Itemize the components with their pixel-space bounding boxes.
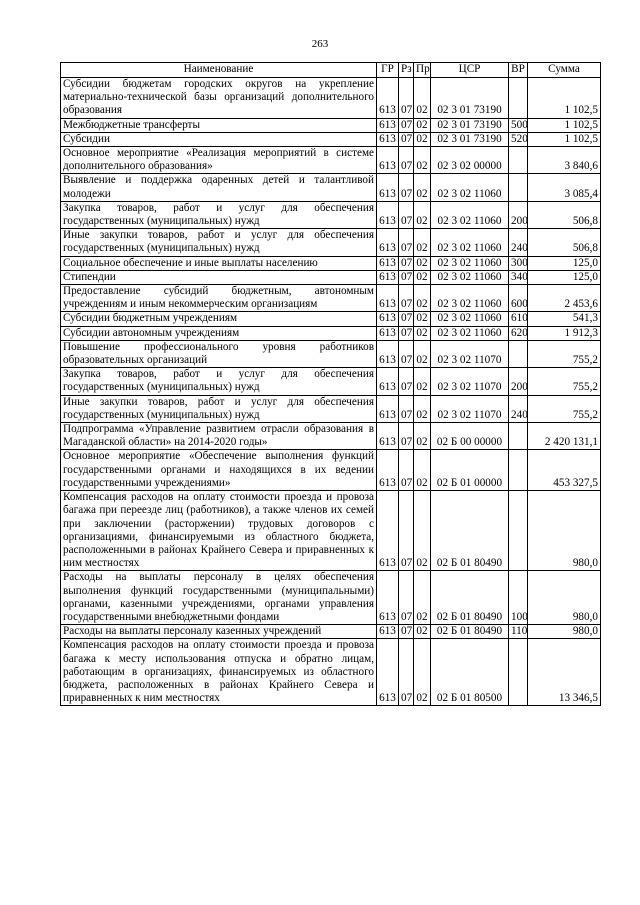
row-sum: 3 085,4 <box>528 174 601 201</box>
row-vr: 100 <box>509 571 528 625</box>
row-rz: 07 <box>399 491 414 571</box>
row-sum: 1 912,3 <box>528 326 601 340</box>
row-name: Основное мероприятие «Реализация мероприятий в системе дополнительного образования» <box>61 147 377 174</box>
row-vr <box>509 639 528 706</box>
row-rz: 07 <box>399 147 414 174</box>
row-csr: 02 3 02 11070 <box>431 368 509 395</box>
row-rz: 07 <box>399 174 414 201</box>
row-name: Расходы на выплаты персоналу казенных учреждений <box>61 625 377 639</box>
row-rz: 07 <box>399 625 414 639</box>
row-gr: 613 <box>377 625 399 639</box>
header-csr: ЦСР <box>431 63 509 78</box>
row-rz: 07 <box>399 256 414 270</box>
row-csr: 02 3 02 11060 <box>431 229 509 256</box>
row-vr: 520 <box>509 132 528 146</box>
row-vr <box>509 450 528 491</box>
row-vr: 200 <box>509 201 528 228</box>
header-sum: Сумма <box>528 63 601 78</box>
row-gr: 613 <box>377 450 399 491</box>
row-gr: 613 <box>377 132 399 146</box>
row-rz: 07 <box>399 395 414 422</box>
row-csr: 02 3 02 11070 <box>431 395 509 422</box>
row-name: Социальное обеспечение и иные выплаты населению <box>61 256 377 270</box>
row-name: Компенсация расходов на оплату стоимости проезда и провоза багажа к месту использования отпуска и обратно лицам, работающим в организациях, финансируемых из областного бюджета, расположенных в районах Крайнего Севера и приравненных к ним местностях <box>61 639 377 706</box>
row-csr: 02 3 02 11060 <box>431 270 509 284</box>
row-gr: 613 <box>377 256 399 270</box>
row-pr: 02 <box>414 132 431 146</box>
row-name: Закупка товаров, работ и услуг для обеспечения государственных (муниципальных) нужд <box>61 201 377 228</box>
row-gr: 613 <box>377 326 399 340</box>
row-rz: 07 <box>399 368 414 395</box>
row-csr: 02 3 02 11060 <box>431 174 509 201</box>
row-gr: 613 <box>377 78 399 119</box>
row-rz: 07 <box>399 132 414 146</box>
row-pr: 02 <box>414 491 431 571</box>
row-pr: 02 <box>414 118 431 132</box>
header-rz: Рз <box>399 63 414 78</box>
row-sum: 125,0 <box>528 270 601 284</box>
row-gr: 613 <box>377 423 399 450</box>
row-rz: 07 <box>399 450 414 491</box>
row-csr: 02 3 02 00000 <box>431 147 509 174</box>
row-vr <box>509 491 528 571</box>
table-row <box>61 625 601 639</box>
row-gr: 613 <box>377 270 399 284</box>
row-sum: 541,3 <box>528 312 601 326</box>
row-vr: 500 <box>509 118 528 132</box>
row-name: Субсидии автономным учреждениям <box>61 326 377 340</box>
row-name: Повышение профессионального уровня работников образовательных организаций <box>61 340 377 367</box>
row-pr: 02 <box>414 229 431 256</box>
table-row <box>61 285 601 312</box>
table-header-row <box>61 63 601 78</box>
row-pr: 02 <box>414 639 431 706</box>
row-csr: 02 3 02 11060 <box>431 256 509 270</box>
row-name: Стипендии <box>61 270 377 284</box>
row-pr: 02 <box>414 625 431 639</box>
row-pr: 02 <box>414 147 431 174</box>
table-row <box>61 118 601 132</box>
row-csr: 02 3 02 11060 <box>431 312 509 326</box>
row-name: Расходы на выплаты персоналу в целях обеспечения выполнения функций государственными (муниципальными) органами, казенными учреждениями, органами управления государственными внебюджетными фондами <box>61 571 377 625</box>
row-sum: 453 327,5 <box>528 450 601 491</box>
header-vr: ВР <box>509 63 528 78</box>
row-pr: 02 <box>414 326 431 340</box>
row-rz: 07 <box>399 340 414 367</box>
row-gr: 613 <box>377 571 399 625</box>
row-csr: 02 3 01 73190 <box>431 118 509 132</box>
table-row <box>61 132 601 146</box>
table-row <box>61 491 601 571</box>
row-pr: 02 <box>414 395 431 422</box>
row-pr: 02 <box>414 571 431 625</box>
row-rz: 07 <box>399 78 414 119</box>
row-name: Субсидии бюджетам городских округов на укрепление материально-технической базы организаций дополнительного образования <box>61 78 377 119</box>
row-vr: 620 <box>509 326 528 340</box>
row-sum: 3 840,6 <box>528 147 601 174</box>
table-row <box>61 174 601 201</box>
row-sum: 1 102,5 <box>528 132 601 146</box>
row-vr <box>509 147 528 174</box>
row-name: Иные закупки товаров, работ и услуг для обеспечения государственных (муниципальных) нужд <box>61 229 377 256</box>
row-gr: 613 <box>377 174 399 201</box>
row-sum: 980,0 <box>528 625 601 639</box>
table-row <box>61 256 601 270</box>
row-rz: 07 <box>399 201 414 228</box>
row-rz: 07 <box>399 326 414 340</box>
row-csr: 02 Б 01 00000 <box>431 450 509 491</box>
row-gr: 613 <box>377 491 399 571</box>
row-vr: 600 <box>509 285 528 312</box>
row-pr: 02 <box>414 340 431 367</box>
row-rz: 07 <box>399 423 414 450</box>
row-name: Предоставление субсидий бюджетным, автономным учреждениям и иным некоммерческим организациям <box>61 285 377 312</box>
row-sum: 755,2 <box>528 395 601 422</box>
row-name: Выявление и поддержка одаренных детей и талантливой молодежи <box>61 174 377 201</box>
row-pr: 02 <box>414 174 431 201</box>
row-gr: 613 <box>377 147 399 174</box>
row-gr: 613 <box>377 340 399 367</box>
row-name: Основное мероприятие «Обеспечение выполнения функций государственными органами и находящихся в их ведении государственными учреждениями» <box>61 450 377 491</box>
table-row <box>61 270 601 284</box>
row-sum: 125,0 <box>528 256 601 270</box>
row-sum: 1 102,5 <box>528 118 601 132</box>
row-vr <box>509 340 528 367</box>
row-vr: 200 <box>509 368 528 395</box>
row-csr: 02 Б 00 00000 <box>431 423 509 450</box>
row-sum: 980,0 <box>528 571 601 625</box>
row-vr: 240 <box>509 229 528 256</box>
row-csr: 02 3 01 73190 <box>431 78 509 119</box>
table-row <box>61 368 601 395</box>
table-row <box>61 147 601 174</box>
row-pr: 02 <box>414 423 431 450</box>
row-csr: 02 3 02 11060 <box>431 326 509 340</box>
budget-table <box>60 62 601 706</box>
row-pr: 02 <box>414 368 431 395</box>
row-csr: 02 3 01 73190 <box>431 132 509 146</box>
row-gr: 613 <box>377 368 399 395</box>
row-sum: 755,2 <box>528 368 601 395</box>
row-gr: 613 <box>377 312 399 326</box>
page-number: 263 <box>311 38 329 50</box>
row-rz: 07 <box>399 285 414 312</box>
row-csr: 02 3 02 11070 <box>431 340 509 367</box>
header-gr: ГР <box>377 63 399 78</box>
row-csr: 02 Б 01 80490 <box>431 571 509 625</box>
row-sum: 980,0 <box>528 491 601 571</box>
table-row <box>61 326 601 340</box>
row-name: Субсидии бюджетным учреждениям <box>61 312 377 326</box>
row-sum: 2 420 131,1 <box>528 423 601 450</box>
table-row <box>61 639 601 706</box>
row-gr: 613 <box>377 201 399 228</box>
row-vr <box>509 78 528 119</box>
row-sum: 506,8 <box>528 201 601 228</box>
row-rz: 07 <box>399 639 414 706</box>
row-vr: 610 <box>509 312 528 326</box>
row-rz: 07 <box>399 270 414 284</box>
row-pr: 02 <box>414 285 431 312</box>
row-name: Подпрограмма «Управление развитием отрасли образования в Магаданской области» на 2014-2020 годы» <box>61 423 377 450</box>
row-csr: 02 Б 01 80490 <box>431 491 509 571</box>
row-vr: 110 <box>509 625 528 639</box>
row-pr: 02 <box>414 78 431 119</box>
row-pr: 02 <box>414 270 431 284</box>
row-name: Закупка товаров, работ и услуг для обеспечения государственных (муниципальных) нужд <box>61 368 377 395</box>
table-row <box>61 450 601 491</box>
row-rz: 07 <box>399 118 414 132</box>
row-gr: 613 <box>377 395 399 422</box>
row-gr: 613 <box>377 285 399 312</box>
row-name: Иные закупки товаров, работ и услуг для обеспечения государственных (муниципальных) нужд <box>61 395 377 422</box>
table-row <box>61 340 601 367</box>
row-csr: 02 3 02 11060 <box>431 201 509 228</box>
table-row <box>61 201 601 228</box>
table-row <box>61 229 601 256</box>
row-sum: 1 102,5 <box>528 78 601 119</box>
row-vr: 300 <box>509 256 528 270</box>
row-vr <box>509 174 528 201</box>
row-rz: 07 <box>399 229 414 256</box>
table-row <box>61 423 601 450</box>
header-pr: Пр <box>414 63 431 78</box>
row-pr: 02 <box>414 312 431 326</box>
row-sum: 2 453,6 <box>528 285 601 312</box>
table-row <box>61 395 601 422</box>
row-rz: 07 <box>399 571 414 625</box>
row-gr: 613 <box>377 639 399 706</box>
row-csr: 02 Б 01 80500 <box>431 639 509 706</box>
row-name: Компенсация расходов на оплату стоимости проезда и провоза багажа при переезде лиц (работников), а также членов их семей при заключении (расторжении) трудовых договоров с организациями, финансируемыми из областного бюджета, расположенными в районах Крайнего Севера и приравненных к ним местностях <box>61 491 377 571</box>
row-pr: 02 <box>414 450 431 491</box>
row-pr: 02 <box>414 201 431 228</box>
row-name: Субсидии <box>61 132 377 146</box>
row-name: Межбюджетные трансферты <box>61 118 377 132</box>
table-row <box>61 312 601 326</box>
table-row <box>61 571 601 625</box>
row-csr: 02 Б 01 80490 <box>431 625 509 639</box>
table-row <box>61 78 601 119</box>
row-sum: 13 346,5 <box>528 639 601 706</box>
header-name: Наименование <box>61 63 377 78</box>
row-csr: 02 3 02 11060 <box>431 285 509 312</box>
row-vr: 340 <box>509 270 528 284</box>
row-pr: 02 <box>414 256 431 270</box>
row-vr <box>509 423 528 450</box>
row-gr: 613 <box>377 118 399 132</box>
row-rz: 07 <box>399 312 414 326</box>
row-sum: 755,2 <box>528 340 601 367</box>
row-vr: 240 <box>509 395 528 422</box>
row-sum: 506,8 <box>528 229 601 256</box>
row-gr: 613 <box>377 229 399 256</box>
